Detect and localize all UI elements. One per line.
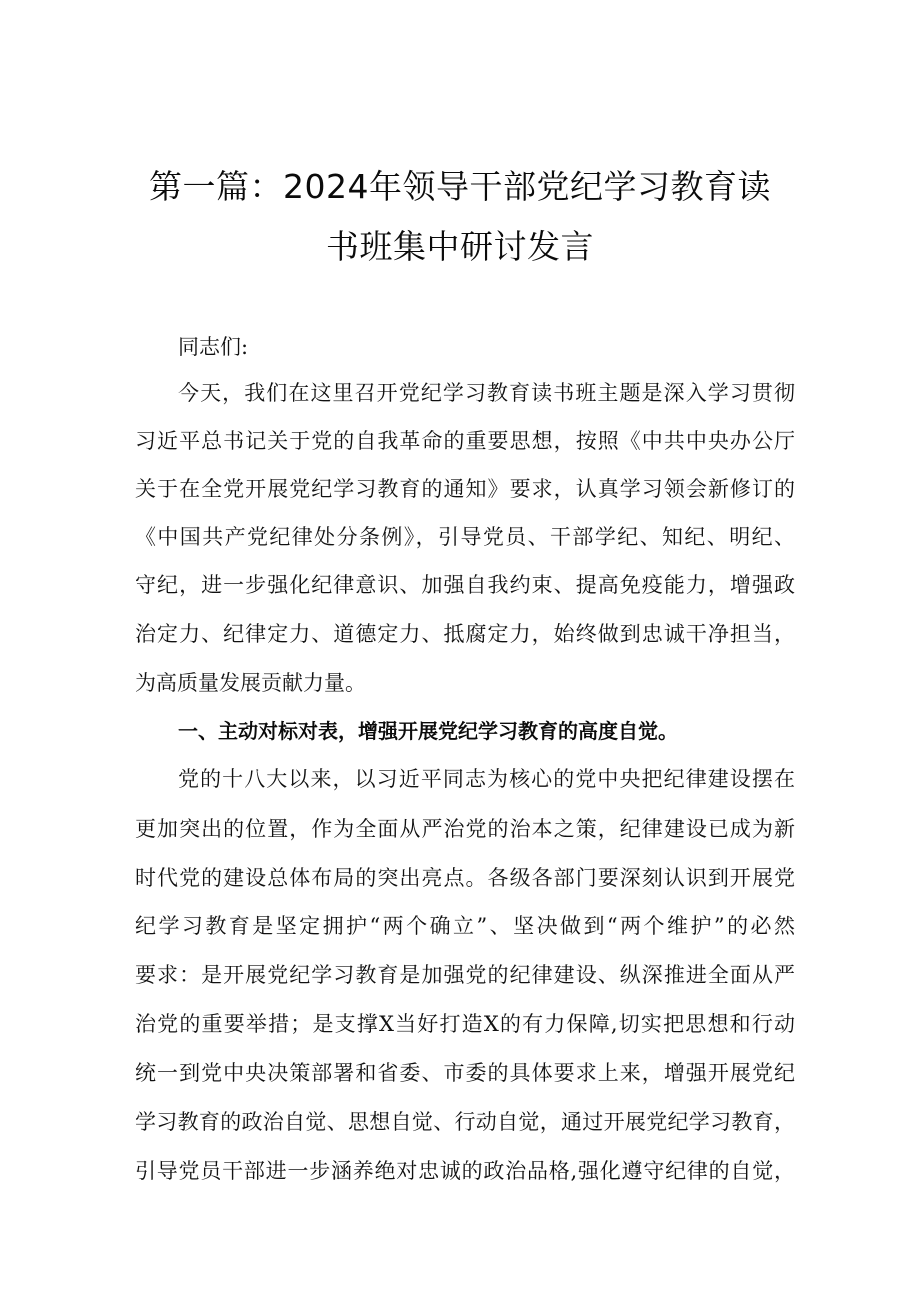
paragraph-line: 更加突出的位置，作为全面从严治党的治本之策，纪律建设已成为新	[135, 817, 795, 841]
document-title-line-2: 书班集中研讨发言	[326, 227, 594, 266]
paragraph-line: 《中国共产党纪律处分条例》，引导党员、干部学纪、知纪、明纪、	[135, 525, 795, 549]
paragraph-line: 关于在全党开展党纪学习教育的通知》要求，认真学习领会新修订的	[135, 477, 795, 501]
paragraph-line: 今天，我们在这里召开党纪学习教育读书班主题是深入学习贯彻	[178, 381, 795, 405]
paragraph-line: 要求：是开展党纪学习教育是加强党的纪律建设、纵深推进全面从严	[135, 963, 795, 987]
section-heading: 一、主动对标对表，增强开展党纪学习教育的高度自觉。	[178, 719, 678, 743]
paragraph-line: 治党的重要举措；是支撑X当好打造X的有力保障,切实把思想和行动	[135, 1012, 795, 1036]
paragraph-line: 治定力、纪律定力、道德定力、抵腐定力，始终做到忠诚干净担当，	[135, 622, 795, 646]
paragraph-line: 守纪，进一步强化纪律意识、加强自我约束、提高免疫能力，增强政	[135, 573, 795, 597]
document-title-line-1: 第一篇：2024年领导干部党纪学习教育读	[149, 167, 771, 206]
paragraph-line: 时代党的建设总体布局的突出亮点。各级各部门要深刻认识到开展党	[135, 866, 795, 890]
paragraph-line: 学习教育的政治自觉、思想自觉、行动自觉，通过开展党纪学习教育，	[135, 1110, 795, 1134]
salutation: 同志们:	[178, 335, 249, 359]
paragraph-line: 习近平总书记关于党的自我革命的重要思想，按照《中共中央办公厅	[135, 429, 795, 453]
paragraph-line: 统一到党中央决策部署和省委、市委的具体要求上来，增强开展党纪	[135, 1061, 795, 1085]
paragraph-line: 纪学习教育是坚定拥护“两个确立”、坚决做到“两个维护”的必然	[135, 914, 795, 938]
paragraph-line: 引导党员干部进一步涵养绝对忠诚的政治品格,强化遵守纪律的自觉，	[135, 1159, 795, 1183]
paragraph-line: 为高质量发展贡献力量。	[135, 671, 366, 695]
paragraph-line: 党的十八大以来，以习近平同志为核心的党中央把纪律建设摆在	[178, 767, 795, 791]
